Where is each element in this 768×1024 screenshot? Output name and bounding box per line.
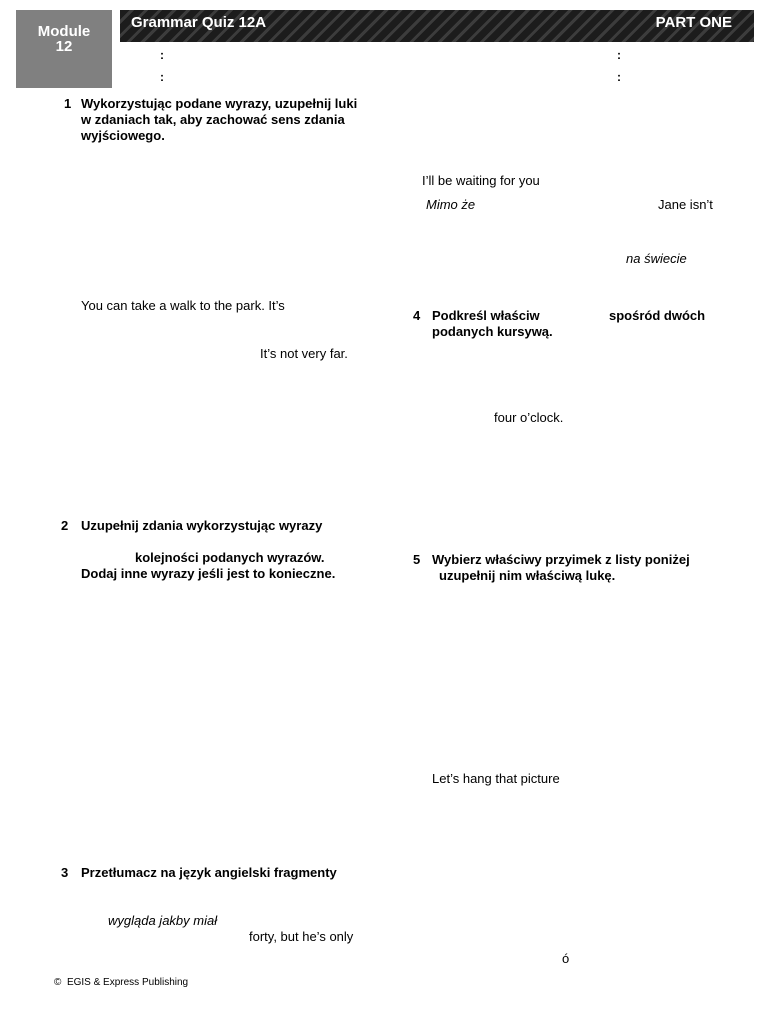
q3-italic-na-swiecie: na świecie: [626, 251, 687, 266]
instruction-line: Dodaj inne wyrazy jeśli jest to konieczne.: [81, 566, 336, 581]
question-5-number: 5: [413, 552, 421, 567]
question-1-number: 1: [64, 96, 72, 111]
instruction-line: wyjściowego.: [81, 128, 165, 143]
q3-italic-mimo: Mimo że: [426, 197, 476, 212]
copyright-symbol: ©: [54, 977, 62, 988]
class-field-colon: :: [160, 70, 164, 84]
instruction-line: Uzupełnij zdania wykorzystując wyrazy: [81, 518, 323, 533]
q5-sentence-picture: Let’s hang that picture: [432, 771, 560, 786]
module-number: 12: [55, 38, 73, 55]
question-4-instruction-line2: podanych kursywą.: [432, 324, 553, 339]
score-field-colon: :: [617, 70, 621, 84]
instruction-line: Wybierz właściwy przyimek z listy poniżej: [432, 552, 690, 567]
question-2-instruction: [81, 518, 401, 582]
question-4-number: 4: [413, 308, 421, 323]
q3-italic-phrase: wygląda jakby miał: [108, 913, 218, 928]
date-field-colon: :: [617, 48, 621, 62]
instruction-line: Wykorzystując podane wyrazy, uzupełnij luki: [81, 96, 358, 111]
footer-copyright: [54, 977, 188, 988]
question-1-instruction: [81, 96, 381, 144]
question-5-instruction: [432, 552, 752, 584]
question-2-number: 2: [61, 518, 69, 533]
quiz-title: Grammar Quiz 12A: [131, 14, 267, 31]
part-title: PART ONE: [655, 14, 732, 31]
q3-sentence-waiting: I’ll be waiting for you: [422, 173, 540, 188]
q5-char-o: ó: [562, 951, 570, 966]
q4-sentence-four-oclock: four o’clock.: [494, 410, 564, 425]
footer-publisher: EGIS & Express Publishing: [66, 977, 189, 988]
module-badge: [16, 10, 112, 88]
q3-sentence-forty: forty, but he’s only: [249, 929, 354, 944]
q3-sentence-jane: Jane isn’t: [658, 197, 713, 212]
instruction-line: kolejności podanych wyrazów.: [135, 550, 325, 565]
name-field-colon: :: [160, 48, 164, 62]
question-4-instruction-part2: spośród dwóch: [609, 308, 706, 323]
instruction-line: uzupełnij nim właściwą lukę.: [439, 568, 616, 583]
question-3-instruction: Przetłumacz na język angielski fragmenty: [81, 865, 337, 880]
question-3-number: 3: [61, 865, 69, 880]
header-bar: [120, 10, 754, 42]
q1-sentence-park: You can take a walk to the park. It’s: [81, 298, 285, 313]
module-label: Module: [37, 23, 91, 40]
instruction-line: w zdaniach tak, aby zachować sens zdania: [81, 112, 345, 127]
q1-sentence-far: It’s not very far.: [260, 346, 348, 361]
question-4-instruction-part1: Podkreśl właściw: [432, 308, 540, 323]
